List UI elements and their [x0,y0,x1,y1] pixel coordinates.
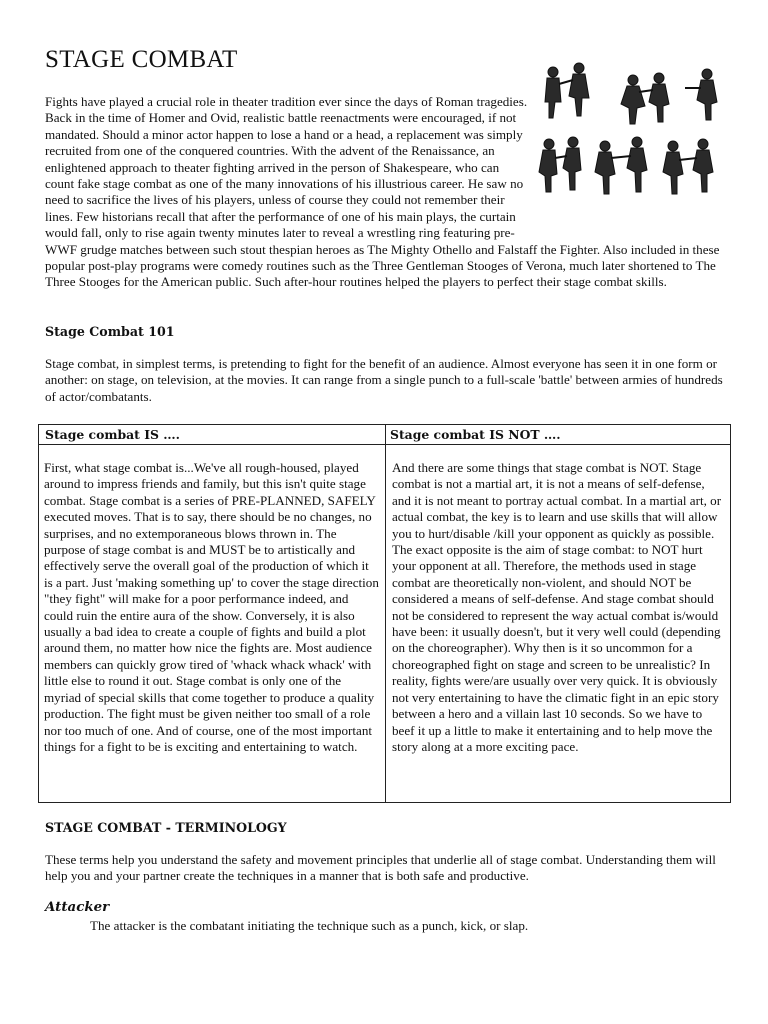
section-paragraph-terminology: These terms help you understand the safety and movement principles that underlie all of stage combat. Understanding them will help you and your partner create the techniques in a manner that is both safe and productive. [45,852,716,884]
table-header-is-not: Stage combat IS NOT …. [390,427,561,442]
table-cell-is-not: And there are some things that stage combat is NOT. Stage combat is not a martial art, it is not a means of self-defense, and it is not meant to portray actual combat. In a martial art, or actual combat, the key is to learn and use skills that will allow you to hurt/disable /kill your opponent as quickly as possible. The exact opposite is the aim of stage combat: to NOT hurt your opponent at all. Therefore, the methods used in stage combat are theoretically non-violent, and should NOT be considered a means of self-defense. And stage combat should not be considered to represent the way actual combat is/would have been: it usually doesn't, but it very well could (depending on the choreographer). Why then is it so uncommon for a choreographed fight on stage and screen to be unrealistic? In reality, fights were/are usually over very quick. It is obviously not very entertaining to have the climatic fight in an epic story between a hero and a villain last 10 seconds. So we have to beef it up a little to make it entertaining and to help move the story along at a more exciting pace. [392,460,722,754]
section-paragraph-stage-combat-101: Stage combat, in simplest terms, is pretending to fight for the benefit of an audience. Almost everyone has seen it in one form or another: on stage, on television, at the movies. It can range from a single punch to a full-scale 'battle' between armies of hundreds of actor/combatants. [45,356,723,404]
term-attacker-definition: The attacker is the combatant initiating the technique such as a punch, kick, or slap. [90,918,529,933]
table-header-divider [39,444,730,445]
table-column-divider [385,425,386,802]
table-cell-is: First, what stage combat is...We've all rough-housed, played around to impress friends and family, but this isn't quite stage combat. Stage combat is a series of PRE-PLANNED, SAFELY executed moves. That is to say, there should be no changes, no surprises, and no extemporaneous blows thrown in. The purpose of stage combat is and MUST be to artistically and effectively serve the overall goal of the production of which it is a part. Just 'making something up' to cover the stage direction "they fight" will make for a poor performance indeed, and could ruin the entire aura of the show. Conversely, it is also usually a bad idea to create a couple of fights and build a plot around them, no matter how nice the fights are. Most audience members can quickly grow tired of 'whack whack whack' with little else to round it out. Stage combat is only one of the myriad of special skills that come together to produce a quality production. The fight must be given neither too small of a role nor too much of one. And of course, one of the most important things for a fight to be is exciting and entertaining to watch. [44,460,379,754]
illustration-spacer [528,94,730,229]
section-heading-terminology: STAGE COMBAT - TERMINOLOGY [45,820,287,835]
is-vs-isnot-table [38,424,731,803]
page-title: STAGE COMBAT [45,46,238,73]
intro-text: Fights have played a crucial role in theater tradition ever since the days of Roman tragedies. Back in the time of Homer and Ovid, realistic battle reenactments were encouraged, if not mandated. Should a minor actor happen to lose a hand or a head, a replacement was simply recruited from one of the conquered countries. With the advent of the Renaissance, an enlightened approach to theater fighting arrived in the person of Shakespeare, who can count fake stage combat as one of the many innovations of his illustrious career. He saw no need to sacrifice the lives of his players, unless of course they could not remember their lines. Few historians recall that after the performance of one of his main plays, the curtain would fall, only to rise again twenty minutes later to reveal a wrestling ring featuring pre-WWF grudge matches between such stout thespian heroes as The Mighty Othello and Falstaff the Fighter. Also included in these popular post-play programs were comedy routines such as the Three Gentleman Stooges of Verona, much later shortened to The Three Stooges for the American public. Such after-hour routines helped the players to perfect their stage combat skills. [45,94,720,290]
section-heading-stage-combat-101: Stage Combat 101 [45,324,175,339]
term-attacker-heading: Attacker [45,899,110,915]
intro-paragraph [45,94,730,291]
table-header-is: Stage combat IS …. [45,427,180,442]
